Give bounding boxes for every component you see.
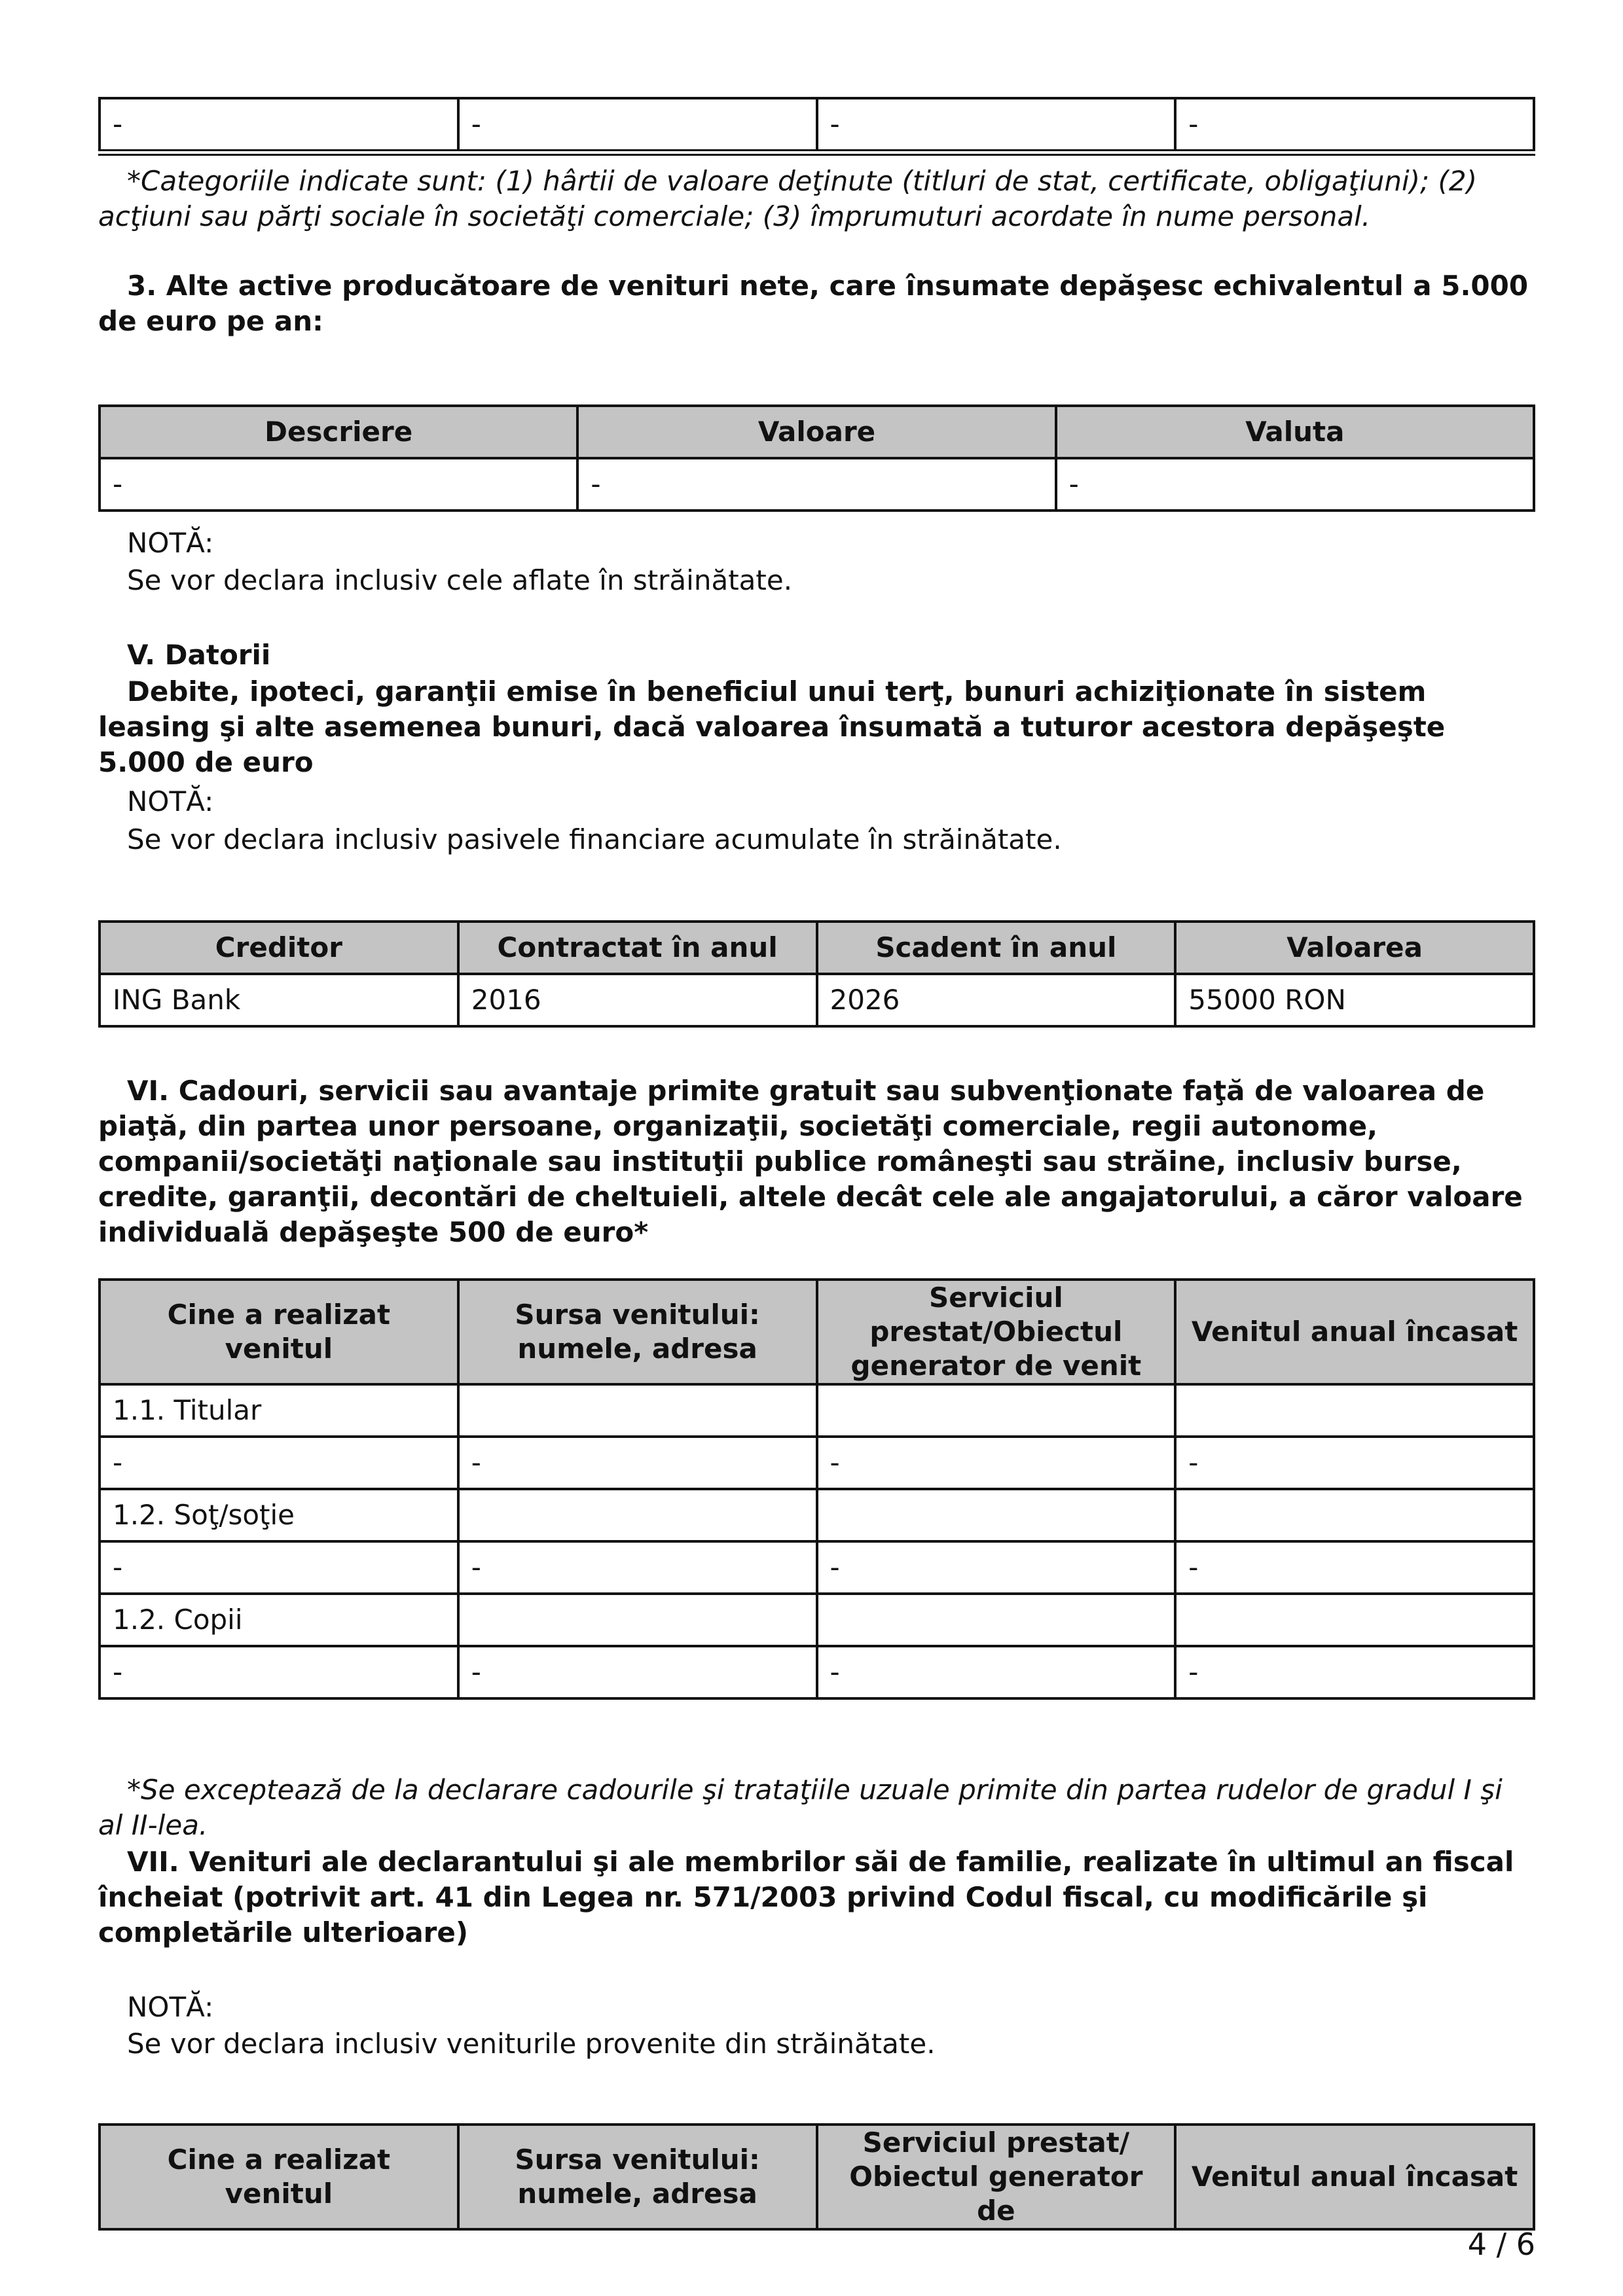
- table-row: [100, 1489, 1534, 1541]
- table-cell: 1.2. Copii: [100, 1594, 458, 1646]
- table-cell: -: [817, 1541, 1176, 1594]
- table-cell: -: [100, 1437, 458, 1489]
- section3-nota-label: NOTĂ:: [127, 527, 214, 559]
- section6-title: VI. Cadouri, servicii sau avantaje primite gratuit sau subvenţionate faţă de valoarea de piaţă, din partea unor persoane, organizaţii, societăţi comerciale, regii autonome, companii/societăţi naţionale sau instituţii publice româneşti sau străine, inclusiv burse, credite, garanţii, decontări de cheltuieli, altele decât cele ale angajatorului, a căror valoare individuală depăşeşte 500 de euro*: [98, 1075, 1523, 1248]
- column-header: Creditor: [100, 922, 458, 974]
- column-header: Valuta: [1056, 406, 1534, 458]
- section3-title: 3. Alte active producătoare de venituri nete, care însumate depăşesc echivalentul a 5.000 de euro pe an:: [98, 270, 1529, 337]
- table-cell: [817, 1594, 1176, 1646]
- table-cell: [1175, 1489, 1534, 1541]
- table-cell: -: [817, 1437, 1176, 1489]
- table-row: [100, 1437, 1534, 1489]
- section5-title: V. Datorii: [127, 639, 271, 671]
- column-header: Serviciul prestat/Obiectul generator de venit: [817, 1280, 1176, 1384]
- column-header: Descriere: [100, 406, 577, 458]
- section3-table: [98, 404, 1535, 512]
- section7-nota-label: NOTĂ:: [127, 1991, 214, 2023]
- table-row: [100, 1646, 1534, 1698]
- table-header-row: [100, 2125, 1534, 2229]
- table-header-row: [100, 1280, 1534, 1384]
- table-cell: [817, 1489, 1176, 1541]
- income-table: [98, 2123, 1535, 2231]
- table-cell: -: [817, 98, 1176, 152]
- table-cell: -: [100, 98, 458, 152]
- table-cell: 1.1. Titular: [100, 1384, 458, 1437]
- table-cell: -: [100, 1646, 458, 1698]
- table-cell: [458, 1594, 817, 1646]
- table-cell: -: [1175, 1437, 1534, 1489]
- column-header: Sursa venitului: numele, adresa: [458, 2125, 817, 2229]
- debts-table: [98, 920, 1535, 1028]
- table-cell: -: [1175, 98, 1534, 152]
- table-row: [100, 1384, 1534, 1437]
- table-cell: [1175, 1594, 1534, 1646]
- column-header: Serviciul prestat/ Obiectul generator de: [817, 2125, 1176, 2229]
- table-cell: -: [1056, 458, 1534, 511]
- table-cell: 2026: [817, 974, 1176, 1026]
- table-cell: -: [458, 98, 817, 152]
- table-cell: -: [458, 1646, 817, 1698]
- column-header: Cine a realizat venitul: [100, 2125, 458, 2229]
- column-header: Venitul anual încasat: [1175, 2125, 1534, 2229]
- table-cell: -: [817, 1646, 1176, 1698]
- column-header: Contractat în anul: [458, 922, 817, 974]
- table-cell: 55000 RON: [1175, 974, 1534, 1026]
- page-number: 4 / 6: [1467, 2227, 1535, 2262]
- table-cell: -: [1175, 1541, 1534, 1594]
- table-cell: -: [100, 458, 577, 511]
- column-header: Venitul anual încasat: [1175, 1280, 1534, 1384]
- table-header-row: [100, 922, 1534, 974]
- column-header: Valoarea: [1175, 922, 1534, 974]
- table-cell: 2016: [458, 974, 817, 1026]
- table-cell: [817, 1384, 1176, 1437]
- table-cell: -: [458, 1541, 817, 1594]
- table-row: [100, 1541, 1534, 1594]
- column-header: Cine a realizat venitul: [100, 1280, 458, 1384]
- top-table: [98, 97, 1535, 156]
- table-cell: [458, 1489, 817, 1541]
- section7-title: VII. Venituri ale declarantului şi ale membrilor săi de familie, realizate în ultimul an fiscal încheiat (potrivit art. 41 din Legea nr. 571/2003 privind Codul fiscal, cu modificările şi completările ulterioare): [98, 1846, 1514, 1948]
- table-cell: -: [577, 458, 1055, 511]
- table-cell: -: [458, 1437, 817, 1489]
- section5-nota-label: NOTĂ:: [127, 785, 214, 817]
- table-row: [100, 974, 1534, 1026]
- column-header: Valoare: [577, 406, 1055, 458]
- table-row: [100, 1594, 1534, 1646]
- column-header: Sursa venitului: numele, adresa: [458, 1280, 817, 1384]
- table-header-row: [100, 406, 1534, 458]
- table-cell: ING Bank: [100, 974, 458, 1026]
- table-cell: [1175, 1384, 1534, 1437]
- section5-nota-text: Se vor declara inclusiv pasivele financiare acumulate în străinătate.: [127, 823, 1062, 855]
- gifts-footnote: *Se exceptează de la declarare cadourile şi trataţiile uzuale primite din partea rudelor de gradul I şi al II-lea.: [98, 1774, 1503, 1841]
- categories-footnote: *Categoriile indicate sunt: (1) hârtii de valoare deţinute (titluri de stat, certificate, obligaţiuni); (2) acţiuni sau părţi sociale în societăţi comerciale; (3) împrumuturi acordate în nume personal.: [98, 165, 1478, 232]
- section5-subtitle: Debite, ipoteci, garanţii emise în beneficiul unui terţ, bunuri achiziţionate în sistem leasing şi alte asemenea bunuri, dacă valoarea însumată a tuturor acestora depăşeşte 5.000 de euro: [98, 675, 1446, 778]
- table-cell: 1.2. Soţ/soţie: [100, 1489, 458, 1541]
- section7-nota-text: Se vor declara inclusiv veniturile provenite din străinătate.: [127, 2028, 936, 2060]
- table-cell: -: [1175, 1646, 1534, 1698]
- section3-nota-text: Se vor declara inclusiv cele aflate în străinătate.: [127, 564, 793, 596]
- gifts-table: [98, 1278, 1535, 1700]
- table-cell: -: [100, 1541, 458, 1594]
- table-cell: [458, 1384, 817, 1437]
- table-row: [100, 458, 1534, 511]
- column-header: Scadent în anul: [817, 922, 1176, 974]
- table-row: [100, 98, 1534, 152]
